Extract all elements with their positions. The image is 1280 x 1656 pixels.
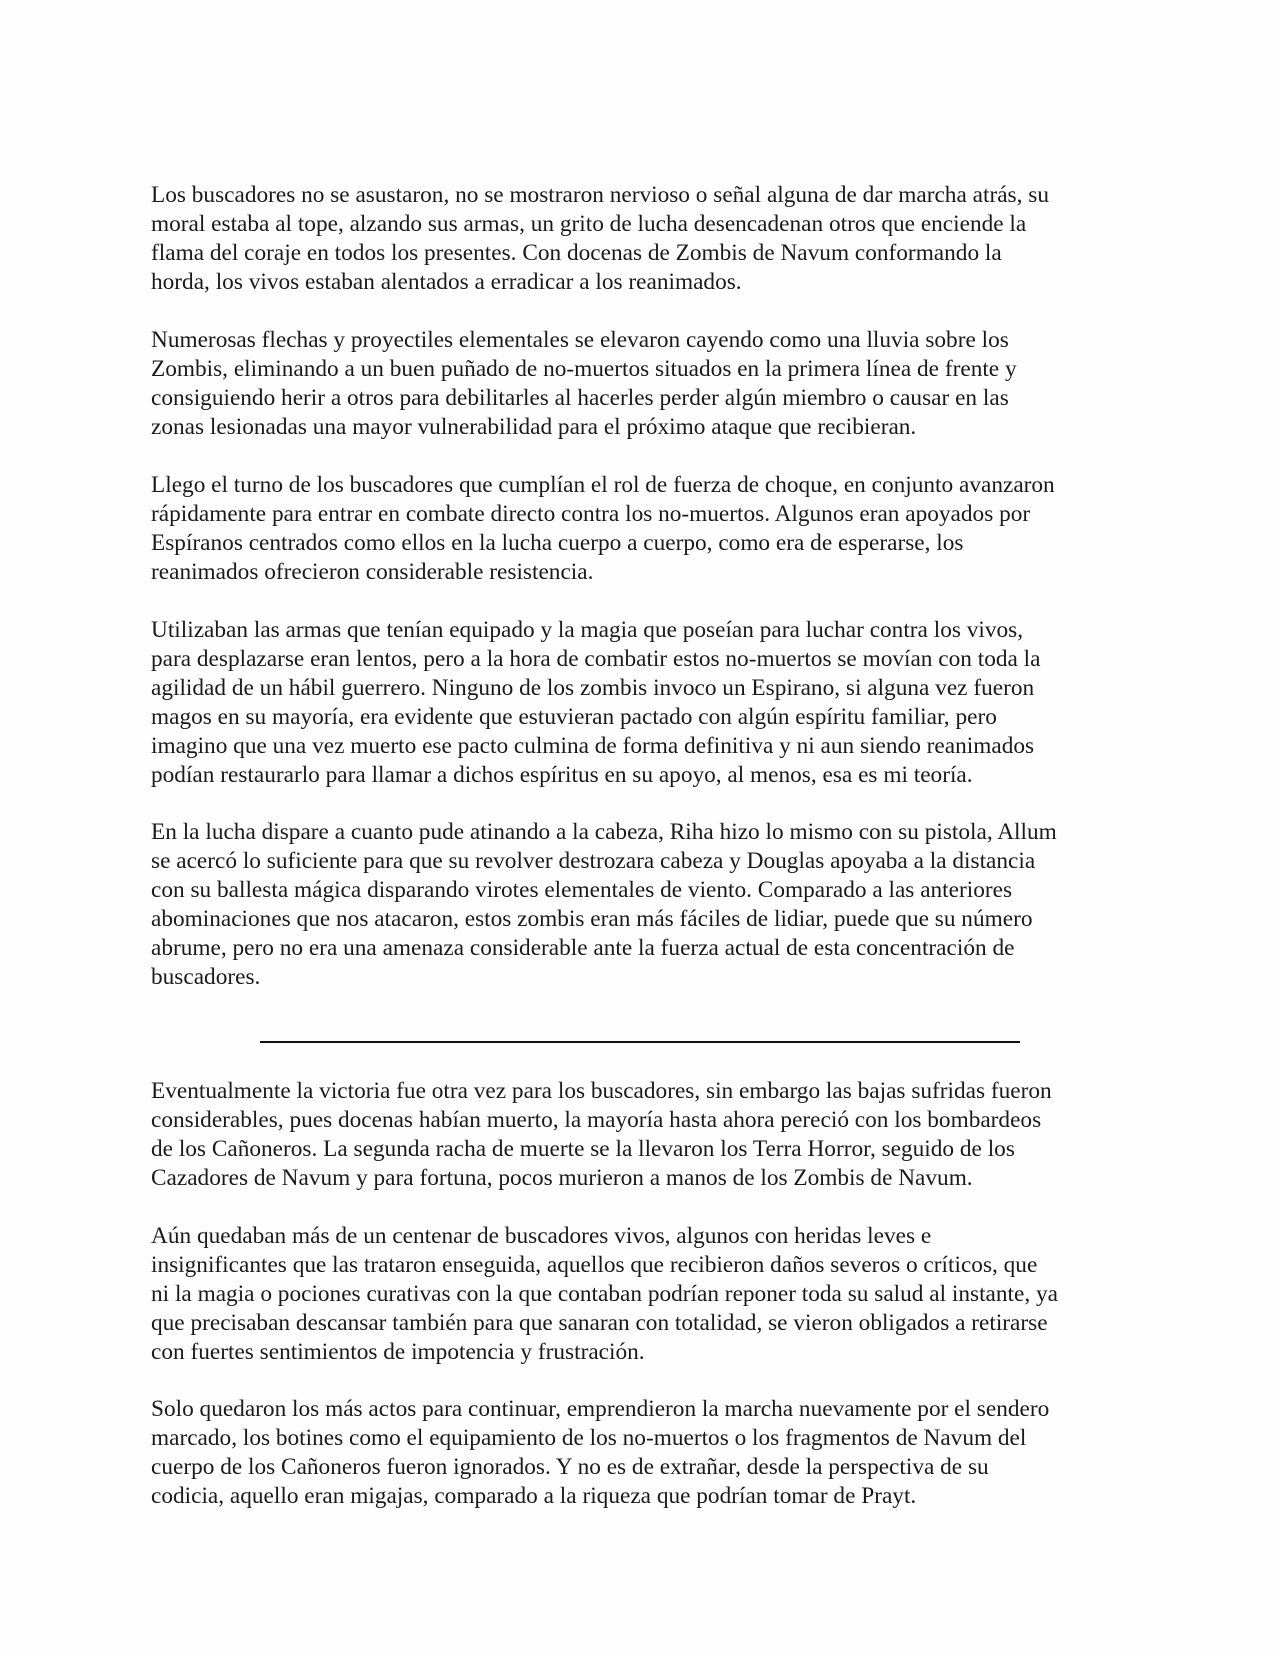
paragraph: Los buscadores no se asustaron, no se mostraron nervioso o señal alguna de dar marcha atrás, su moral estaba al tope, alzando sus armas, un grito de lucha desencadenan otros que enciende la flama del coraje en todos los presentes. Con docenas de Zombis de Navum conformando la horda, los vivos estaban alentados a erradicar a los reanimados. — [151, 182, 1049, 295]
paragraph: Utilizaban las armas que tenían equipado y la magia que poseían para luchar contra los vivos, para desplazarse eran lentos, pero a la hora de combatir estos no-muertos se movían con toda la agilidad de un hábil guerrero. Ninguno de los zombis invoco un Espirano, si alguna vez fueron magos en su mayoría, era evidente que estuvieran pactado con algún espíritu familiar, pero imagino que una vez muerto ese pacto culmina de forma definitiva y ni aun siendo reanimados podían restaurarlo para llamar a dichos espíritus en su apoyo, al menos, esa es mi teoría. — [151, 617, 1041, 788]
paragraph: Llego el turno de los buscadores que cumplían el rol de fuerza de choque, en conjunto avanzaron rápidamente para entrar en combate directo contra los no-muertos. Algunos eran apoyados por Espíranos centrados como ellos en la lucha cuerpo a cuerpo, como era de esperarse, los reanimados ofrecieron considerable resistencia. — [151, 472, 1055, 585]
paragraph: Solo quedaron los más actos para continuar, emprendieron la marcha nuevamente por el sendero marcado, los botines como el equipamiento de los no-muertos o los fragmentos de Navum del cuerpo de los Cañoneros fueron ignorados. Y no es de extrañar, desde la perspectiva de su codicia, aquello eran migajas, comparado a la riqueza que podrían tomar de Prayt. — [151, 1396, 1050, 1509]
section-divider — [260, 1041, 1020, 1043]
paragraph: Aún quedaban más de un centenar de buscadores vivos, algunos con heridas leves e insignificantes que las trataron enseguida, aquellos que recibieron daños severos o críticos, que ni la magia o pociones curativas con la que contaban podrían reponer toda su salud al instante, ya que precisaban descansar también para que sanaran con totalidad, se vieron obligados a retirarse con fuertes sentimientos de impotencia y frustración. — [151, 1223, 1058, 1365]
paragraph: Eventualmente la victoria fue otra vez para los buscadores, sin embargo las bajas sufridas fueron considerables, pues docenas habían muerto, la mayoría hasta ahora pereció con los bombardeos de los Cañoneros. La segunda racha de muerte se la llevaron los Terra Horror, seguido de los Cazadores de Navum y para fortuna, pocos murieron a manos de los Zombis de Navum. — [151, 1078, 1052, 1191]
paragraph: Numerosas flechas y proyectiles elementales se elevaron cayendo como una lluvia sobre los Zombis, eliminando a un buen puñado de no-muertos situados en la primera línea de frente y consiguiendo herir a otros para debilitarles al hacerles perder algún miembro o causar en las zonas lesionadas una mayor vulnerabilidad para el próximo ataque que recibieran. — [151, 327, 1017, 440]
paragraph: En la lucha dispare a cuanto pude atinando a la cabeza, Riha hizo lo mismo con su pistola, Allum se acercó lo suficiente para que su revolver destrozara cabeza y Douglas apoyaba a la distancia con su ballesta mágica disparando virotes elementales de viento. Comparado a las anteriores abominaciones que nos atacaron, estos zombis eran más fáciles de lidiar, puede que su número abrume, pero no era una amenaza considerable ante la fuerza actual de esta concentración de buscadores. — [151, 819, 1057, 990]
